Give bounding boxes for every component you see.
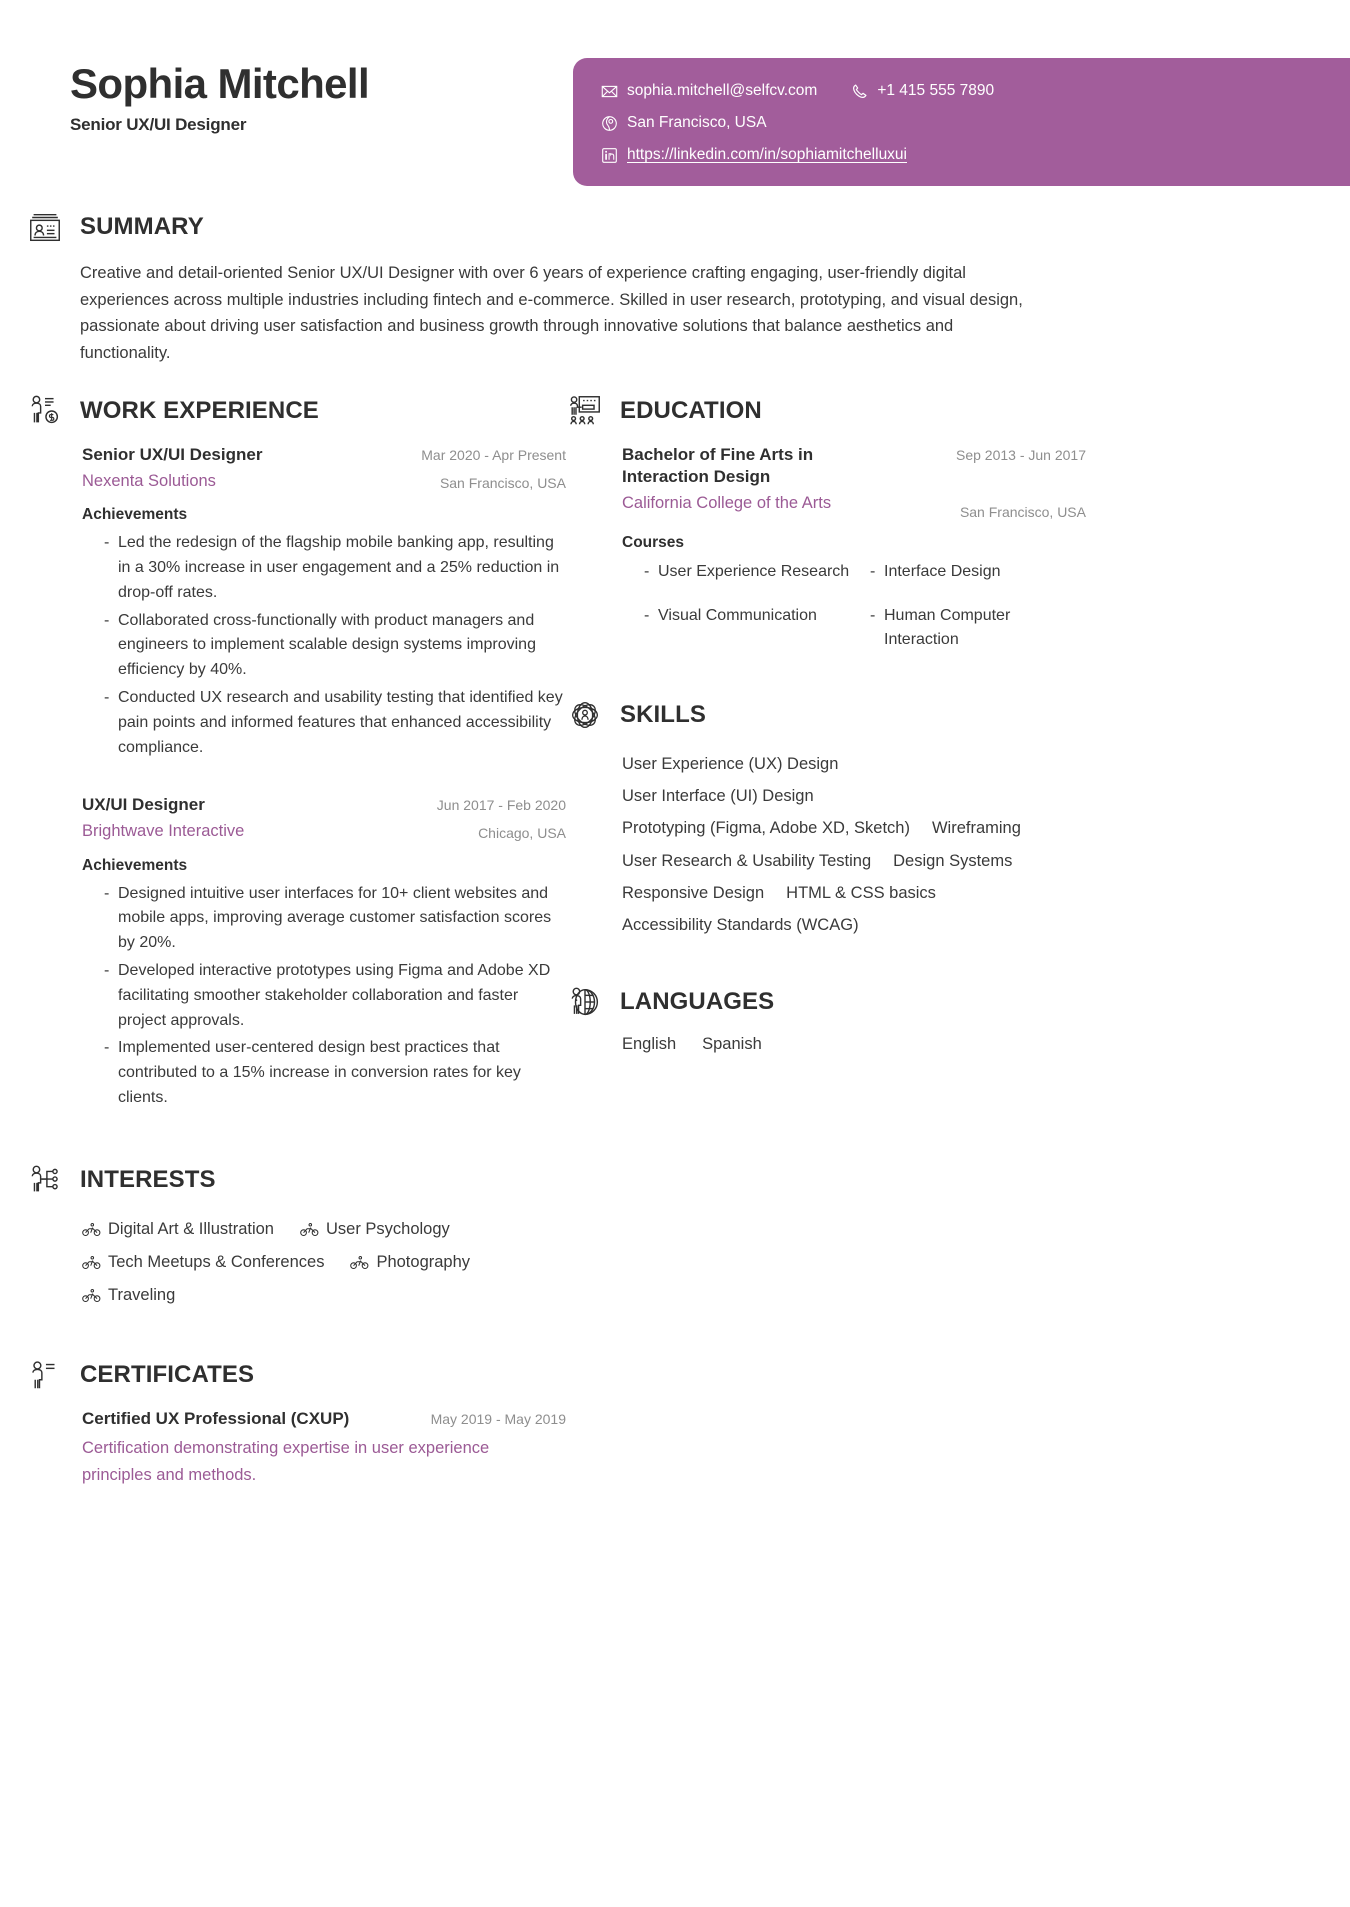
- contact-card: [573, 58, 1350, 186]
- skill-item: Prototyping (Figma, Adobe XD, Sketch): [622, 819, 910, 838]
- interests-section: [26, 1161, 566, 1312]
- work-job-title: UX/UI Designer: [82, 795, 205, 815]
- work-company: Brightwave Interactive: [82, 822, 245, 841]
- bicycle-icon: [300, 1222, 319, 1237]
- list-item: [104, 882, 566, 956]
- education-section: [566, 392, 1086, 652]
- dash-bullet-icon: -: [104, 884, 110, 902]
- list-item-text: Developed interactive prototypes using Figma and Adobe XD facilitating smoother stakeholder collaboration and faster project approvals.: [118, 961, 551, 1029]
- list-item: [104, 1036, 566, 1110]
- list-item-text: Conducted UX research and usability testing that identified key pain points and informed features that enhanced accessibility compliance.: [118, 688, 563, 756]
- work-experience-section: [26, 392, 566, 1111]
- work-date-range: Mar 2020 - Apr Present: [421, 447, 566, 463]
- globe-pin-icon: [601, 115, 618, 132]
- certificates-section-header: [26, 1356, 566, 1394]
- job-role-subtitle: Senior UX/UI Designer: [70, 115, 247, 135]
- skills-list: [622, 748, 1052, 941]
- skill-item: User Research & Usability Testing: [622, 851, 872, 870]
- contact-location: [601, 114, 767, 132]
- languages-section: [566, 983, 1086, 1054]
- dash-bullet-icon: -: [870, 607, 876, 624]
- list-item: [104, 531, 566, 605]
- languages-section-title: LANGUAGES: [620, 988, 775, 1016]
- skills-section-title: SKILLS: [620, 701, 706, 728]
- dash-bullet-icon: -: [644, 563, 650, 580]
- list-item-text: Visual Communication: [658, 607, 817, 624]
- certificates-section-title: CERTIFICATES: [80, 1360, 255, 1388]
- bicycle-icon: [82, 1288, 101, 1303]
- certificate-date-range: May 2019 - May 2019: [430, 1410, 566, 1427]
- work-entry: [82, 794, 566, 1110]
- education-degree: Bachelor of Fine Arts in Interaction Design: [622, 445, 814, 486]
- education-courses-list: [622, 560, 1086, 652]
- dash-bullet-icon: -: [104, 961, 110, 979]
- education-entry: [622, 444, 1086, 652]
- left-column: [26, 392, 566, 1488]
- work-entry-left: [82, 444, 421, 492]
- education-section-header: [566, 392, 1086, 430]
- list-item: [82, 1213, 274, 1246]
- language-item: Spanish: [702, 1035, 762, 1054]
- skill-item: Accessibility Standards (WCAG): [622, 915, 859, 934]
- education-location: San Francisco, USA: [959, 504, 1086, 520]
- interests-list: [82, 1213, 552, 1312]
- person-globe-icon: [566, 983, 604, 1021]
- skill-item: HTML & CSS basics: [786, 883, 936, 902]
- work-section-header: [26, 392, 566, 430]
- list-item-text: Tech Meetups & Conferences: [108, 1252, 325, 1271]
- work-achievements-list: [82, 531, 566, 760]
- languages-section-header: [566, 983, 1086, 1021]
- summary-section-title: SUMMARY: [80, 213, 204, 240]
- work-entry: [82, 444, 566, 760]
- list-item-text: User Psychology: [325, 1219, 450, 1238]
- dash-bullet-icon: -: [644, 607, 650, 624]
- list-item-text: Digital Art & Illustration: [108, 1219, 274, 1238]
- contact-phone[interactable]: [851, 82, 994, 100]
- id-card-icon: [26, 208, 64, 246]
- list-item: [870, 604, 1086, 652]
- person-list-icon: [26, 1356, 64, 1394]
- list-item: [82, 1279, 175, 1312]
- work-location: Chicago, USA: [478, 825, 566, 842]
- summary-section: [26, 208, 1036, 367]
- page-title: Sophia Mitchell: [70, 60, 370, 107]
- contact-row-1: [601, 82, 1337, 100]
- work-entry-head: [82, 794, 566, 842]
- contact-location-text: San Francisco, USA: [627, 114, 767, 131]
- language-item: English: [622, 1035, 677, 1054]
- certificate-description: Certification demonstrating expertise in user experience principles and methods.: [82, 1439, 490, 1484]
- linkedin-icon: [601, 147, 618, 164]
- summary-text: Creative and detail-oriented Senior UX/UI Designer with over 6 years of experience crafting engaging, user-friendly digital experiences across multiple industries including fintech and e-commerce. Skilled in user research, prototyping, and visual design, passionate about driving user satisfaction and business growth through innovative solutions that balance aesthetics and functionality.: [80, 264, 1023, 363]
- list-item: [104, 609, 566, 683]
- envelope-icon: [601, 83, 618, 100]
- skills-section-header: [566, 696, 1086, 734]
- skill-item: User Interface (UI) Design: [622, 787, 814, 806]
- interests-section-title: INTERESTS: [80, 1165, 216, 1193]
- education-entry-right: [956, 444, 1086, 520]
- contact-email-text: sophia.mitchell@selfcv.com: [627, 82, 818, 99]
- dash-bullet-icon: -: [104, 1039, 110, 1057]
- person-network-icon: [26, 1161, 64, 1199]
- certificates-section: [26, 1356, 566, 1489]
- education-entry-head: [622, 444, 1086, 520]
- list-item: [300, 1213, 450, 1246]
- list-item: [870, 560, 1086, 584]
- contact-phone-text: +1 415 555 7890: [877, 82, 995, 99]
- list-item: [104, 959, 566, 1033]
- certificate-entry: [82, 1408, 566, 1489]
- certificate-entry-right: [431, 1408, 566, 1427]
- work-section-title: WORK EXPERIENCE: [80, 397, 319, 424]
- list-item-text: Human Computer Interaction: [884, 607, 1011, 648]
- bicycle-icon: [82, 1222, 101, 1237]
- list-item-text: Collaborated cross-functionally with product managers and engineers to implement scalable design systems improving efficiency by 40%.: [118, 611, 536, 679]
- certificate-entry-head: [82, 1408, 566, 1430]
- list-item-text: Implemented user-centered design best practices that contributed to a 15% increase in conversion rates for key clients.: [118, 1039, 521, 1106]
- work-entry-right: [421, 444, 566, 491]
- education-courses-label: Courses: [622, 534, 685, 551]
- languages-list: [622, 1035, 1086, 1054]
- teacher-board-icon: [566, 392, 604, 430]
- list-item-text: Designed intuitive user interfaces for 10+ client websites and mobile apps, improving average customer satisfaction scores by 20%.: [118, 884, 552, 952]
- work-achievements-label: Achievements: [82, 506, 188, 524]
- person-salary-icon: [26, 392, 64, 430]
- work-date-range: Jun 2017 - Feb 2020: [436, 797, 566, 814]
- skill-item: Responsive Design: [622, 883, 765, 902]
- list-item-text: Photography: [376, 1252, 471, 1271]
- list-item: [644, 560, 860, 584]
- list-item: [644, 604, 860, 652]
- summary-section-header: [26, 208, 1036, 246]
- interests-section-header: [26, 1161, 566, 1199]
- certificate-entry-left: [82, 1408, 431, 1430]
- list-item-text: User Experience Research: [658, 563, 850, 580]
- work-achievements-label: Achievements: [82, 856, 188, 874]
- education-date-range: Sep 2013 - Jun 2017: [956, 447, 1086, 463]
- skill-item: Wireframing: [931, 819, 1021, 838]
- work-entry-left: [82, 794, 437, 842]
- name-block: [70, 62, 369, 135]
- dash-bullet-icon: -: [104, 688, 110, 706]
- list-item: [350, 1246, 470, 1279]
- contact-row-2: [601, 114, 1337, 132]
- dash-bullet-icon: -: [104, 611, 110, 629]
- list-item-text: Interface Design: [884, 563, 1001, 580]
- contact-linkedin-text: https://linkedin.com/in/sophiamitchelluxui: [627, 146, 907, 163]
- list-item-text: Traveling: [108, 1285, 176, 1304]
- education-entry-left: [622, 444, 956, 514]
- contact-row-3: [601, 146, 1337, 164]
- work-company: Nexenta Solutions: [82, 471, 216, 490]
- work-location: San Francisco, USA: [439, 475, 566, 491]
- certificate-title: Certified UX Professional (CXUP): [82, 1408, 350, 1428]
- contact-email[interactable]: [601, 82, 817, 100]
- education-school: California College of the Arts: [622, 493, 832, 512]
- list-item-text: Led the redesign of the flagship mobile banking app, resulting in a 30% increase in user engagement and a 25% reduction in drop-off rates.: [118, 534, 560, 601]
- skill-item: User Experience (UX) Design: [622, 755, 839, 773]
- contact-linkedin[interactable]: [601, 146, 907, 164]
- dash-bullet-icon: -: [870, 563, 876, 580]
- work-achievements-list: [82, 882, 566, 1111]
- bicycle-icon: [350, 1255, 369, 1270]
- skill-item: Design Systems: [893, 851, 1013, 870]
- work-job-title: Senior UX/UI Designer: [82, 445, 263, 464]
- atom-person-icon: [566, 696, 604, 734]
- list-item: [104, 686, 566, 760]
- list-item: [82, 1246, 324, 1279]
- right-column: [566, 392, 1086, 1054]
- phone-icon: [851, 83, 868, 100]
- education-section-title: EDUCATION: [620, 397, 762, 424]
- dash-bullet-icon: -: [104, 534, 110, 552]
- work-entry-right: [437, 794, 566, 841]
- resume-header: [0, 0, 1350, 200]
- bicycle-icon: [82, 1255, 101, 1270]
- skills-section: [566, 696, 1086, 941]
- work-entry-head: [82, 444, 566, 492]
